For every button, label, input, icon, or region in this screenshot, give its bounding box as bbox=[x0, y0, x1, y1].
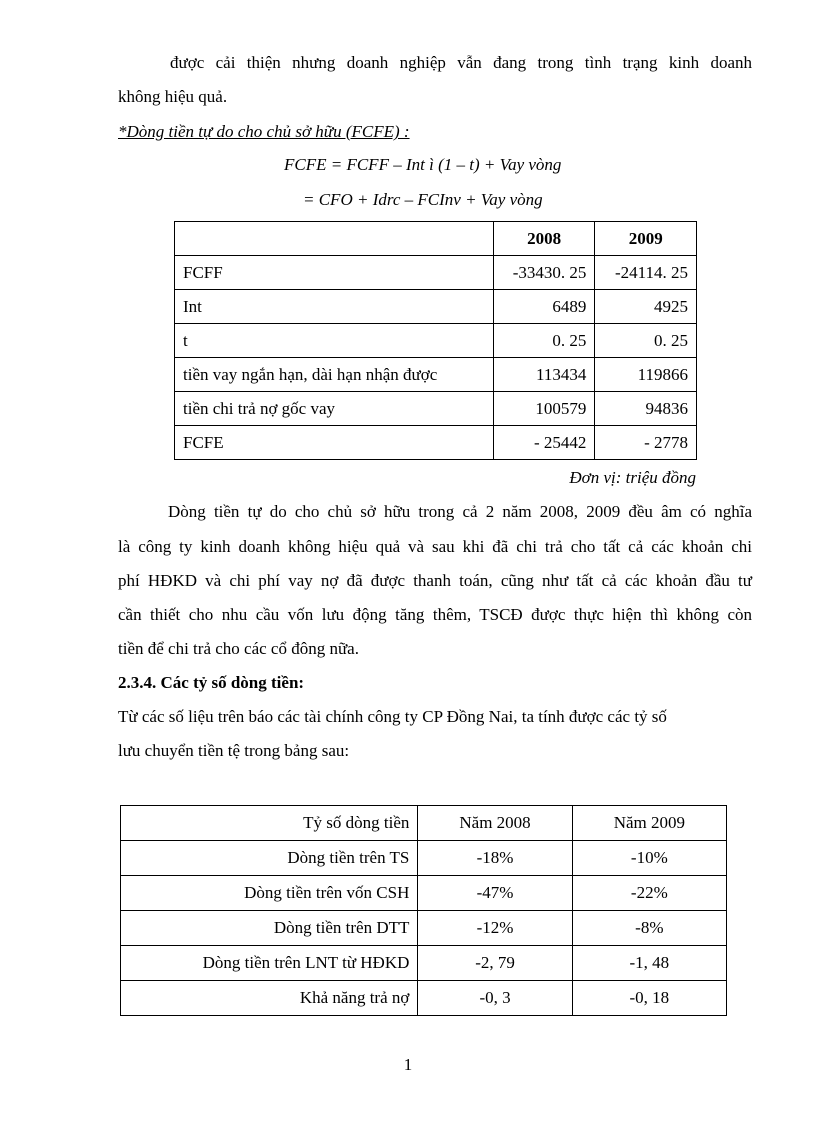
formula-line-2: = CFO + Idrc – FCInv + Vay vòng bbox=[303, 190, 543, 209]
table-row bbox=[121, 841, 727, 876]
table-row bbox=[175, 256, 697, 290]
table-row bbox=[121, 946, 727, 981]
table-row bbox=[175, 426, 697, 460]
table-header-cell: 2009 bbox=[595, 222, 697, 256]
value-2009: -10% bbox=[572, 841, 726, 876]
value-2008: -12% bbox=[418, 911, 572, 946]
paragraph-line-3: phí HĐKD và chi phí vay nợ đã được thanh toán, cũng như tất cả các khoản đầu tư bbox=[118, 571, 752, 590]
section-intro-line-2: lưu chuyển tiền tệ trong bảng sau: bbox=[118, 741, 350, 760]
value-2009: - 2778 bbox=[595, 426, 697, 460]
table-header-cell: Năm 2008 bbox=[418, 806, 572, 841]
table-header-row bbox=[121, 806, 727, 841]
row-label: Dòng tiền trên LNT từ HĐKD bbox=[121, 946, 418, 981]
section-heading: 2.3.4. Các tỷ số dòng tiền: bbox=[118, 673, 305, 692]
value-2009: -24114. 25 bbox=[595, 256, 697, 290]
table-row bbox=[121, 981, 727, 1016]
row-label: FCFE bbox=[175, 426, 494, 460]
value-2008: -0, 3 bbox=[418, 981, 572, 1016]
paragraph-line-4: cần thiết cho nhu cầu vốn lưu động tăng thêm, TSCĐ được thực hiện thì không còn bbox=[118, 605, 752, 624]
row-label: Dòng tiền trên vốn CSH bbox=[121, 876, 418, 911]
table-row bbox=[121, 876, 727, 911]
row-label: t bbox=[175, 324, 494, 358]
value-2009: 119866 bbox=[595, 358, 697, 392]
row-label: tiền chi trả nợ gốc vay bbox=[175, 392, 494, 426]
value-2009: -0, 18 bbox=[572, 981, 726, 1016]
row-label: Dòng tiền trên DTT bbox=[121, 911, 418, 946]
value-2009: 0. 25 bbox=[595, 324, 697, 358]
table-row bbox=[175, 392, 697, 426]
page-number: 1 bbox=[403, 1055, 413, 1074]
table-row bbox=[121, 911, 727, 946]
fcfe-heading: *Dòng tiền tự do cho chủ sở hữu (FCFE) : bbox=[118, 122, 410, 141]
value-2008: - 25442 bbox=[493, 426, 595, 460]
table-header-cell: Năm 2009 bbox=[572, 806, 726, 841]
row-label: tiền vay ngắn hạn, dài hạn nhận được bbox=[175, 358, 494, 392]
section-intro-line-1: Từ các số liệu trên báo các tài chính công ty CP Đồng Nai, ta tính được các tỷ số bbox=[118, 707, 667, 726]
cashflow-ratio-table bbox=[120, 805, 727, 1016]
table-header-cell: 2008 bbox=[493, 222, 595, 256]
value-2009: 94836 bbox=[595, 392, 697, 426]
value-2008: 100579 bbox=[493, 392, 595, 426]
value-2008: -47% bbox=[418, 876, 572, 911]
row-label: Int bbox=[175, 290, 494, 324]
table-row bbox=[175, 358, 697, 392]
value-2008: 0. 25 bbox=[493, 324, 595, 358]
value-2009: 4925 bbox=[595, 290, 697, 324]
row-label: FCFF bbox=[175, 256, 494, 290]
table-header-row bbox=[175, 222, 697, 256]
paragraph-line-2: là công ty kinh doanh không hiệu quả và sau khi đã chi trả cho tất cả các khoản chi bbox=[118, 537, 752, 556]
value-2008: 6489 bbox=[493, 290, 595, 324]
paragraph-line-5: tiền để chi trả cho các cổ đông nữa. bbox=[118, 639, 359, 658]
value-2009: -1, 48 bbox=[572, 946, 726, 981]
table-row bbox=[175, 324, 697, 358]
value-2008: -18% bbox=[418, 841, 572, 876]
row-label: Dòng tiền trên TS bbox=[121, 841, 418, 876]
intro-line-2: không hiệu quả. bbox=[118, 87, 228, 106]
table-header-cell: Tỷ số dòng tiền bbox=[121, 806, 418, 841]
unit-note: Đơn vị: triệu đồng bbox=[569, 468, 696, 487]
value-2008: 113434 bbox=[493, 358, 595, 392]
row-label: Khả năng trả nợ bbox=[121, 981, 418, 1016]
paragraph-line-1: Dòng tiền tự do cho chủ sở hữu trong cả 2 năm 2008, 2009 đều âm có nghĩa bbox=[168, 502, 752, 521]
value-2008: -2, 79 bbox=[418, 946, 572, 981]
table-header-cell bbox=[175, 222, 494, 256]
formula-line-1: FCFE = FCFF – Int ì (1 – t) + Vay vòng bbox=[284, 155, 562, 174]
intro-line-1: được cải thiện nhưng doanh nghiệp vẫn đang trong tình trạng kinh doanh bbox=[170, 53, 752, 72]
value-2009: -8% bbox=[572, 911, 726, 946]
value-2009: -22% bbox=[572, 876, 726, 911]
value-2008: -33430. 25 bbox=[493, 256, 595, 290]
fcfe-table bbox=[174, 221, 697, 460]
table-row bbox=[175, 290, 697, 324]
